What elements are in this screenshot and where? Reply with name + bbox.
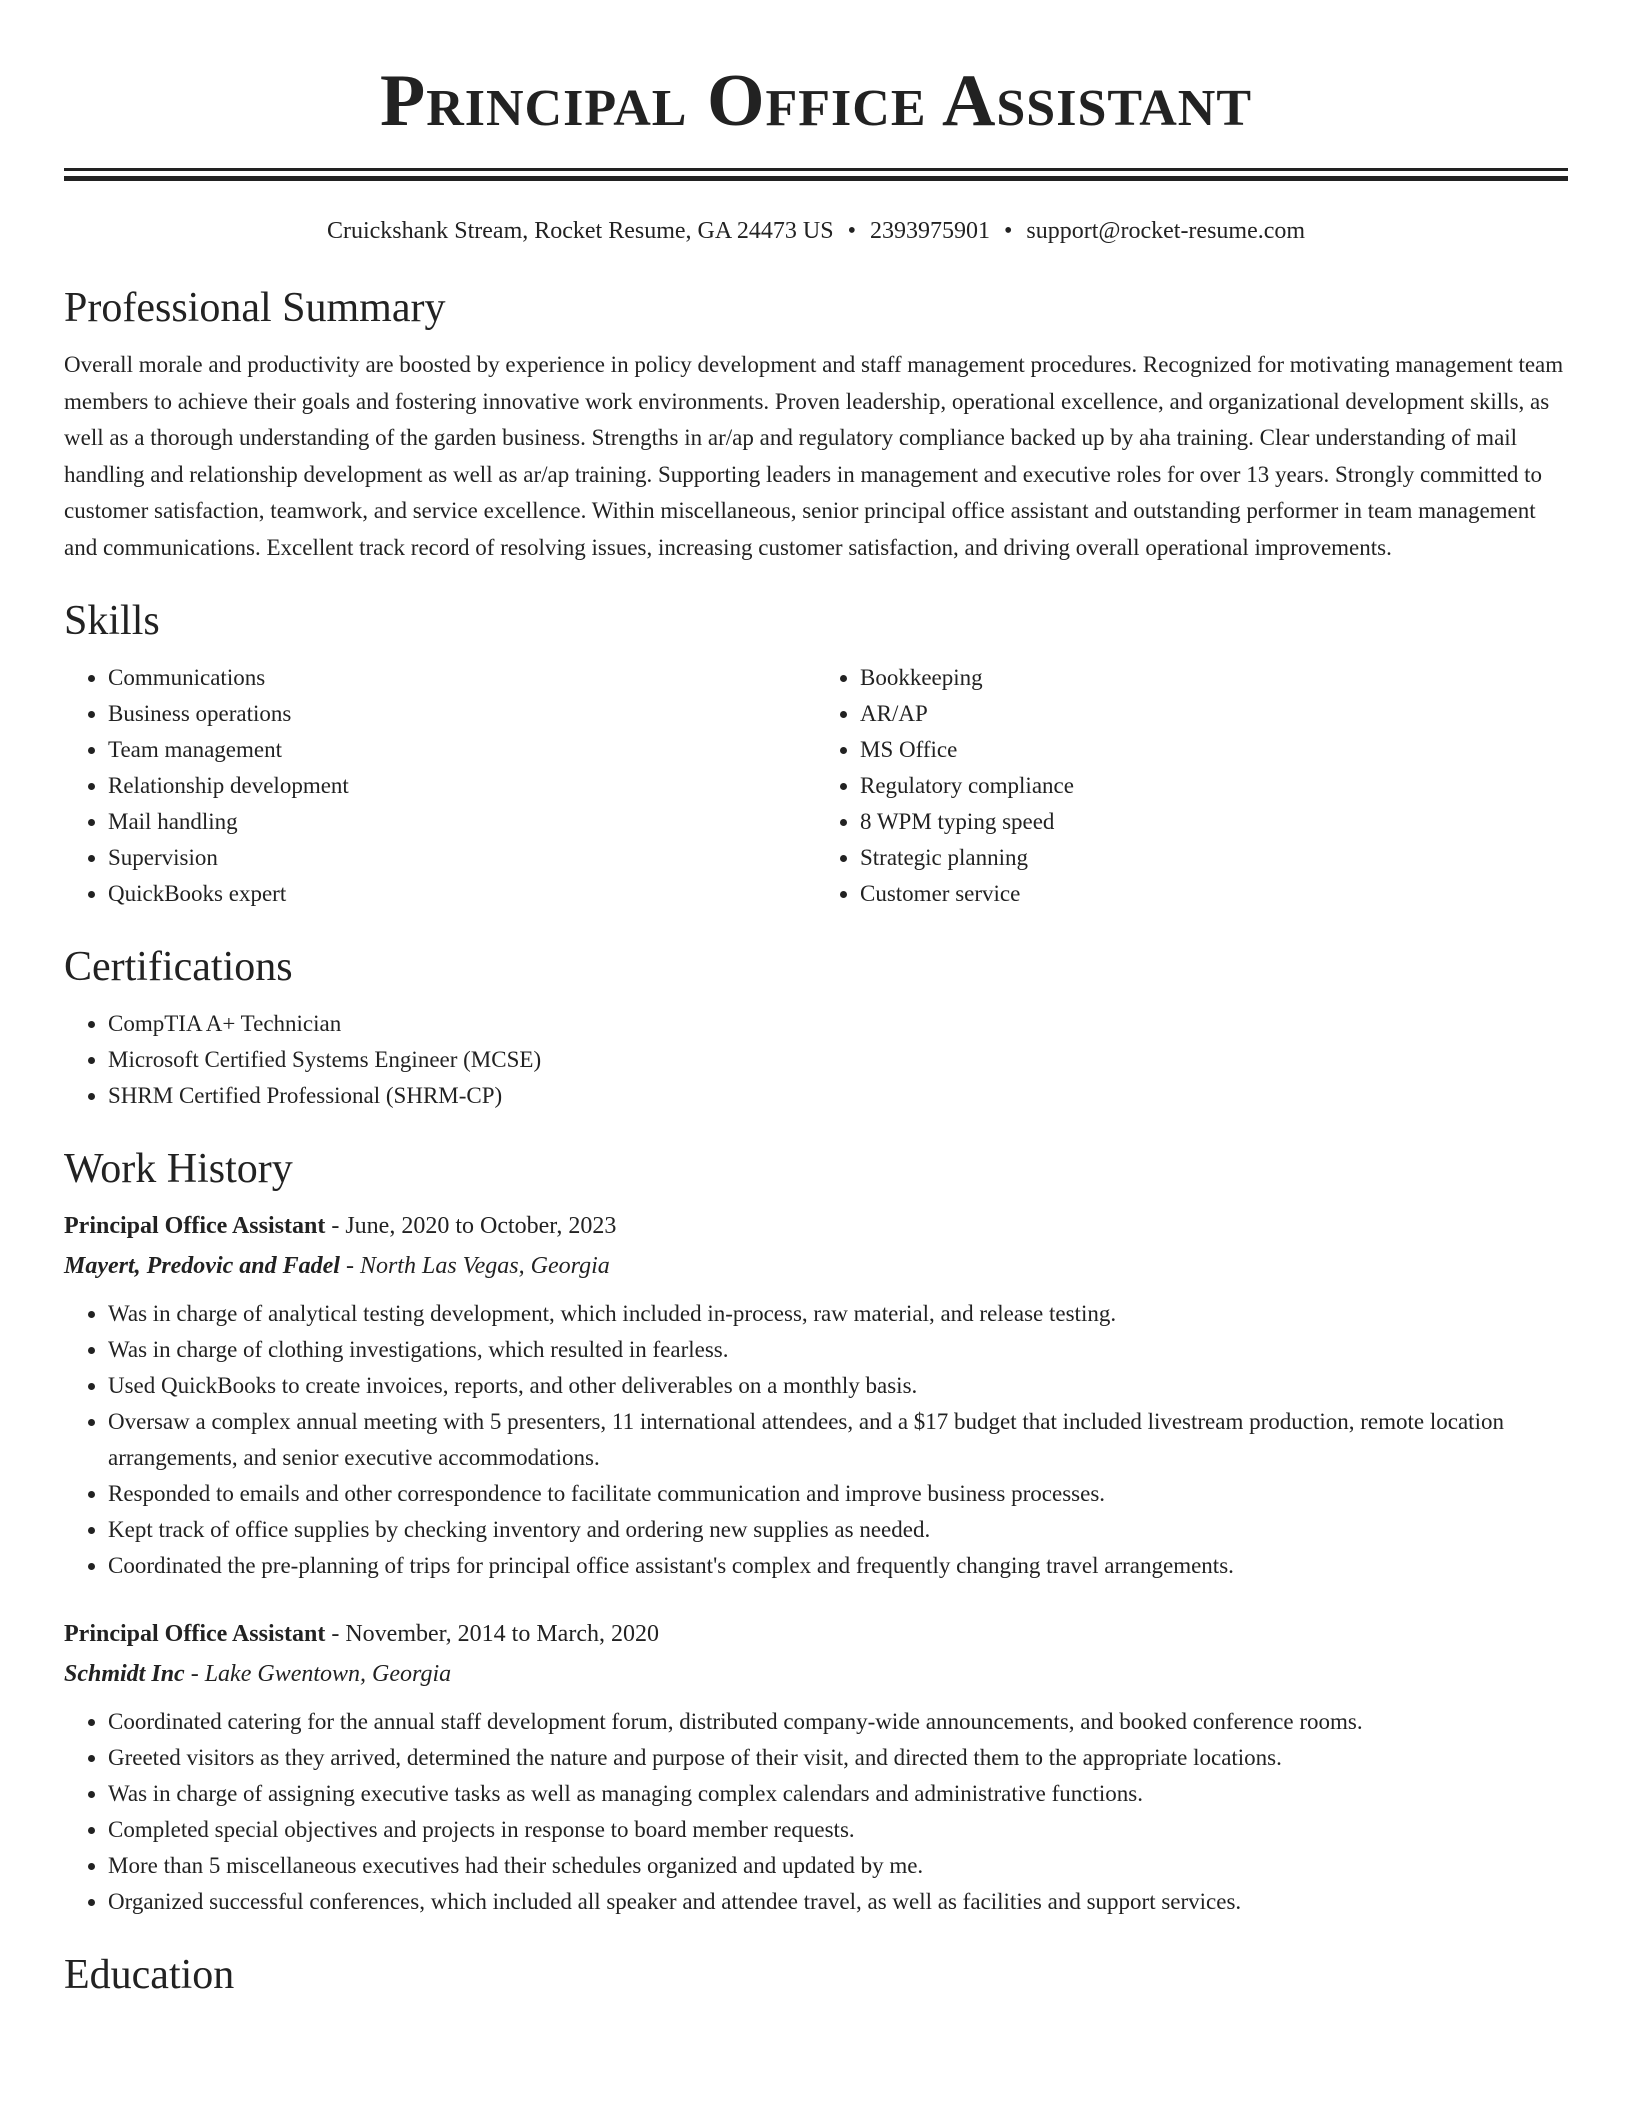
skill-item: • Relationship development [108,768,816,804]
skills-columns [64,660,1568,912]
skill-item: • Strategic planning [860,840,1568,876]
skill-item: • Regulatory compliance [860,768,1568,804]
skill-item: • Customer service [860,876,1568,912]
skill-item: • MS Office [860,732,1568,768]
contact-line [64,215,1568,247]
job-company: Schmidt Inc [64,1661,185,1687]
job-title: Principal Office Assistant [64,1621,326,1647]
contact-phone: 2393975901 [869,218,990,244]
contact-address: Cruickshank Stream, Rocket Resume, GA 24473 US [326,218,834,244]
certifications-section [64,942,1568,1114]
job-title: Principal Office Assistant [64,1213,326,1239]
job-bullet: • Coordinated the pre-planning of trips for principal office assistant's complex and frequently changing travel arrangements. [108,1548,1568,1584]
job-bullet: • Coordinated catering for the annual staff development forum, distributed company-wide announcements, and booked conference rooms. [108,1704,1568,1740]
job-dates: June, 2020 to October, 2023 [345,1213,617,1239]
skill-item: • Business operations [108,696,816,732]
job-company: Mayert, Predovic and Fadel [64,1253,340,1279]
certification-item: • CompTIA A+ Technician [108,1006,1568,1042]
job-entry [64,1206,1568,1584]
job-location: Lake Gwentown, Georgia [204,1661,452,1687]
job-bullet: • Was in charge of assigning executive tasks as well as managing complex calendars and administrative functions. [108,1776,1568,1812]
skills-heading: Skills [64,598,160,644]
skill-item: • AR/AP [860,696,1568,732]
skill-item: • Bookkeeping [860,660,1568,696]
job-bullet: • Used QuickBooks to create invoices, reports, and other deliverables on a monthly basis. [108,1368,1568,1404]
job-bullet: • Responded to emails and other correspondence to facilitate communication and improve business processes. [108,1476,1568,1512]
education-heading: Education [64,1952,235,1998]
certification-item: • SHRM Certified Professional (SHRM-CP) [108,1078,1568,1114]
work-history-section [64,1144,1568,1920]
job-location: North Las Vegas, Georgia [359,1253,610,1279]
job-company-line: Mayert, Predovic and Fadel - North Las Vegas, Georgia [64,1253,610,1279]
certification-item: • Microsoft Certified Systems Engineer (MCSE) [108,1042,1568,1078]
job-bullet: • Was in charge of analytical testing development, which included in-process, raw material, and release testing. [108,1296,1568,1332]
summary-section [64,283,1568,566]
job-bullet: • Greeted visitors as they arrived, determined the nature and purpose of their visit, and directed them to the appropriate locations. [108,1740,1568,1776]
job-bullet: • Kept track of office supplies by checking inventory and ordering new supplies as needed. [108,1512,1568,1548]
job-entry [64,1614,1568,1920]
resume-title: Principal Office Assistant [380,60,1252,142]
skills-left-list [64,660,816,912]
skills-section [64,596,1568,912]
certifications-heading: Certifications [64,944,293,990]
skill-item: • QuickBooks expert [108,876,816,912]
contact-separator: • [1003,218,1013,244]
skill-item: • Communications [108,660,816,696]
job-bullet: • More than 5 miscellaneous executives had their schedules organized and updated by me. [108,1848,1568,1884]
skill-item: • Mail handling [108,804,816,840]
job-bullet: • Was in charge of clothing investigations, which resulted in fearless. [108,1332,1568,1368]
skill-item: • Team management [108,732,816,768]
job-title-line: Principal Office Assistant - June, 2020 to October, 2023 [64,1213,617,1239]
job-bullet: • Organized successful conferences, which included all speaker and attendee travel, as well as facilities and support services. [108,1884,1568,1920]
job-bullets [64,1704,1568,1920]
job-bullet: • Completed special objectives and projects in response to board member requests. [108,1812,1568,1848]
work-history-heading: Work History [64,1146,293,1192]
skill-item: • 8 WPM typing speed [860,804,1568,840]
skill-item: • Supervision [108,840,816,876]
job-dates: November, 2014 to March, 2020 [345,1621,659,1647]
skills-right-list [816,660,1568,912]
summary-text: Overall morale and productivity are boosted by experience in policy development and staff management procedures. Recognized for motivating management team members to achieve their goals and fostering innovative work environments. Proven leadership, operational excellence, and organizational development skills, as well as a thorough understanding of the garden business. Strengths in ar/ap and regulatory compliance backed up by aha training. Clear understanding of mail handling and relationship development as well as ar/ap training. Supporting leaders in management and executive roles for over 13 years. Strongly committed to customer satisfaction, teamwork, and service excellence. Within miscellaneous, senior principal office assistant and outstanding performer in team management and communications. Excellent track record of resolving issues, increasing customer satisfaction, and driving overall operational improvements. [64,352,1564,560]
education-section [64,1950,1568,2000]
job-company-line: Schmidt Inc - Lake Gwentown, Georgia [64,1661,452,1687]
summary-heading: Professional Summary [64,285,446,331]
contact-email: support@rocket-resume.com [1026,218,1306,244]
job-bullets [64,1296,1568,1584]
contact-separator: • [847,218,856,244]
job-bullet: • Oversaw a complex annual meeting with 5 presenters, 11 international attendees, and a $17 budget that included livestream production, remote location arrangements, and senior executive accommodations. [108,1404,1568,1476]
job-title-line: Principal Office Assistant - November, 2014 to March, 2020 [64,1621,659,1647]
title-divider-top [64,168,1568,171]
title-divider-bottom [64,176,1568,181]
certifications-list [64,1006,1568,1114]
